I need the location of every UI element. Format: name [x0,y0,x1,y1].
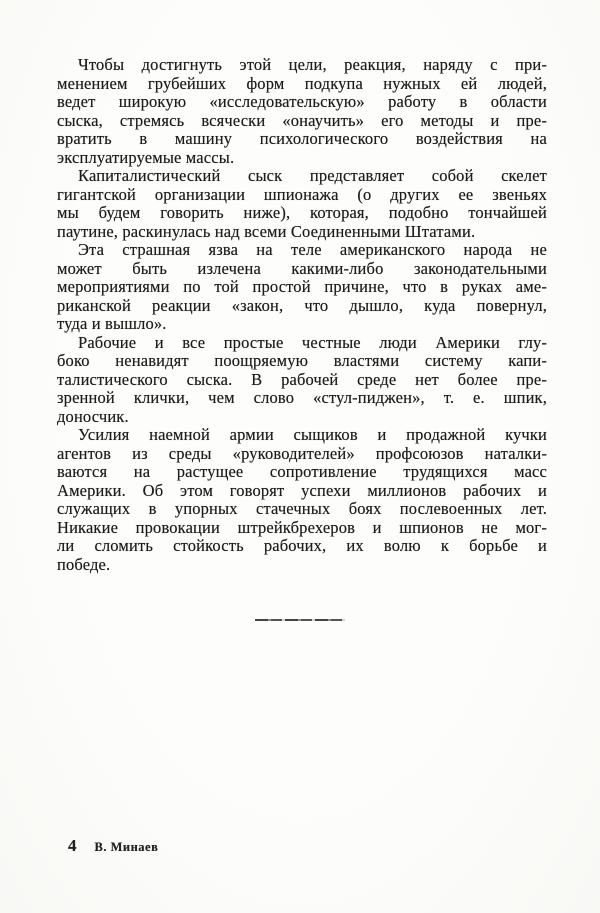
page-footer [68,836,158,856]
page-number: 4 [68,836,77,855]
text-line: талистического сыска. В рабочей среде нет более пре- [57,369,547,389]
text-line: ваются на растущее сопротивление трудящихся масс [57,462,547,481]
text-line: боко ненавидят поощряемую властями систему капи- [57,351,547,370]
text-line: зренной клички, чем слово «стул-пиджен», т. е. шпик, [57,388,547,407]
text-line: мероприятиями по той простой причине, что в руках аме- [57,277,547,296]
text-line: доносчик. [57,406,129,426]
text-line: мы будем говорить ниже), которая, подобно тончайшей [57,203,547,222]
text-line: вратить в машину психологического воздействия на [57,129,547,148]
text-line: служащих в упорных стачечных боях послевоенных лет. [57,499,547,518]
text-line: Рабочие и все простые честные люди Америки глу- [78,332,547,352]
running-title-author: В. Минаев [94,840,159,854]
text-line: Чтобы достигнуть этой цели, реакция, наряду с при- [78,55,547,74]
text-line: ведет широкую «исследовательскую» работу в области [57,92,547,111]
paragraph [57,334,547,427]
paragraph [57,241,547,334]
text-line: туда и вышло». [57,314,167,333]
text-line: эксплуатируемые массы. [57,147,235,167]
text-line: риканской реакции «закон, что дышло, куда повернул, [57,295,547,315]
text-line: гигантской организации шпионажа (о других ее звеньях [57,184,547,204]
text-line: Никакие провокации штрейкбрехеров и шпионов не мог- [57,517,547,537]
text-line: Капиталистический сыск представляет собой скелет [78,166,547,185]
paragraph [57,167,547,241]
paragraph [57,56,547,167]
text-block [57,56,547,574]
text-line: Америки. Об этом говорят успехи миллионов рабочих и [57,480,547,500]
text-line: ли сломить стойкость рабочих, их волю к борьбе и [57,536,547,555]
text-line: победе. [57,554,111,574]
text-line: менением грубейших форм подкупа нужных ей людей, [57,73,547,93]
section-divider-rule [255,619,345,621]
text-line: агентов из среды «руководителей» профсоюзов наталки- [57,443,547,463]
text-line: паутине, раскинулась над всеми Соединенными Штатами. [57,221,476,241]
paragraph [57,426,547,574]
text-line: может быть излечена какими-либо законодательными [57,258,547,278]
text-line: сыска, стремясь всячески «онаучить» его методы и пре- [57,110,547,130]
text-line: Эта страшная язва на теле американского народа не [78,240,547,259]
text-line: Усилия наемной армии сыщиков и продажной кучки [78,425,547,444]
